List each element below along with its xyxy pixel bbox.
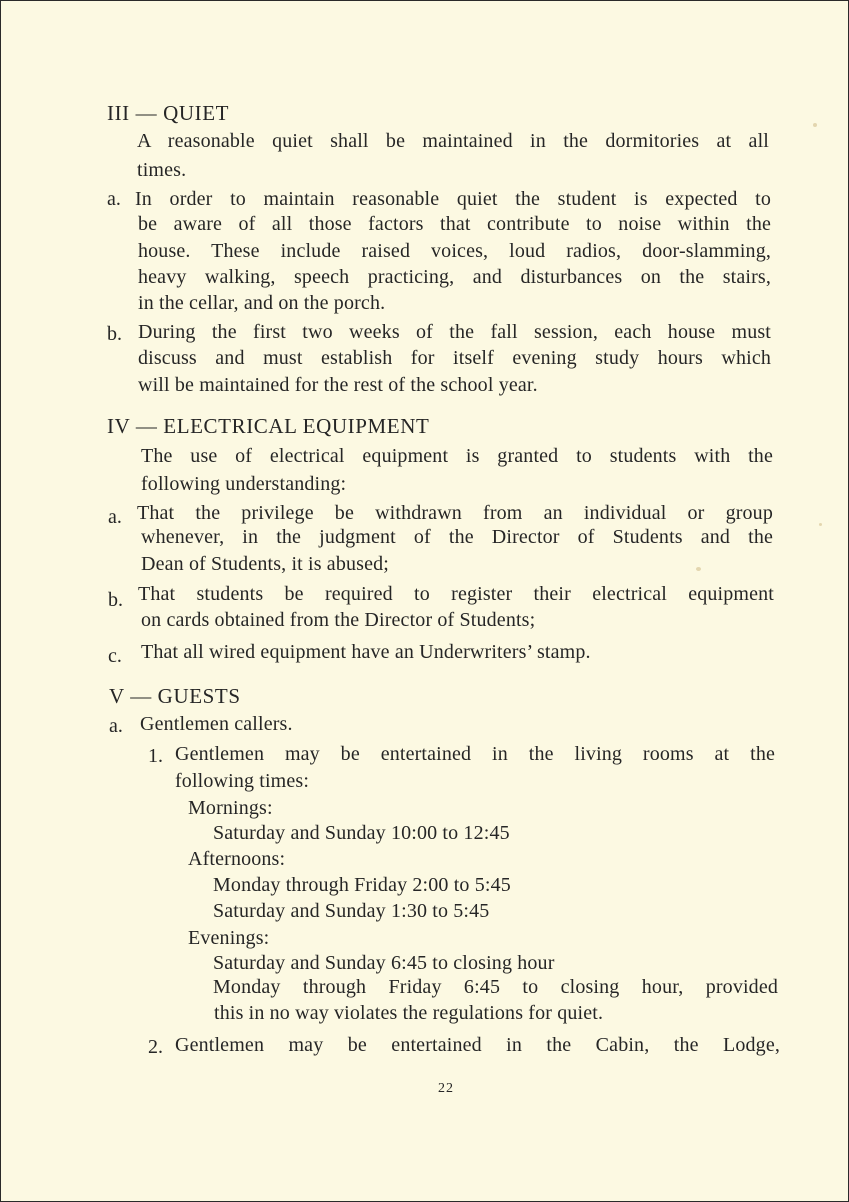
schedule-line: Monday through Friday 6:45 to closing hour, provided bbox=[213, 976, 778, 998]
item-label: a. bbox=[109, 715, 123, 737]
section-heading-guests: V — GUESTS bbox=[109, 684, 241, 708]
body-line: will be maintained for the rest of the school year. bbox=[138, 374, 538, 396]
schedule-line: this in no way violates the regulations for quiet. bbox=[214, 1002, 604, 1024]
schedule-line: Saturday and Sunday 10:00 to 12:45 bbox=[213, 822, 510, 844]
body-line: times. bbox=[137, 159, 187, 181]
schedule-line: Monday through Friday 2:00 to 5:45 bbox=[213, 874, 511, 896]
section-heading-electrical: IV — ELECTRICAL EQUIPMENT bbox=[107, 414, 430, 438]
body-line: following understanding: bbox=[141, 473, 347, 495]
schedule-line: Saturday and Sunday 1:30 to 5:45 bbox=[213, 900, 490, 922]
schedule-label-mornings: Mornings: bbox=[188, 797, 273, 819]
body-line: following times: bbox=[175, 770, 310, 792]
body-line: That the privilege be withdrawn from an individual or group bbox=[137, 502, 773, 524]
body-line: on cards obtained from the Director of Students; bbox=[141, 609, 536, 631]
item-label: 1. bbox=[148, 745, 163, 767]
schedule-label-afternoons: Afternoons: bbox=[188, 848, 286, 870]
section-heading-quiet: III — QUIET bbox=[107, 101, 230, 125]
paper-speck bbox=[813, 123, 817, 127]
item-label: a. bbox=[108, 506, 122, 528]
body-line: During the first two weeks of the fall session, each house must bbox=[138, 321, 771, 343]
item-label: b. bbox=[107, 323, 122, 345]
paper-speck bbox=[696, 567, 701, 571]
schedule-label-evenings: Evenings: bbox=[188, 927, 270, 949]
body-line: That students be required to register their electrical equipment bbox=[138, 583, 774, 605]
paper-speck bbox=[819, 523, 822, 526]
item-label: b. bbox=[108, 589, 123, 611]
body-line: heavy walking, speech practicing, and disturbances on the stairs, bbox=[138, 266, 771, 288]
body-line: whenever, in the judgment of the Director of Students and the bbox=[141, 526, 773, 548]
body-line: house. These include raised voices, loud radios, door-slamming, bbox=[138, 240, 771, 262]
body-line: in the cellar, and on the porch. bbox=[138, 292, 386, 314]
body-line: Dean of Students, it is abused; bbox=[141, 553, 389, 575]
body-line: That all wired equipment have an Underwriters’ stamp. bbox=[141, 641, 591, 663]
body-line: In order to maintain reasonable quiet the student is expected to bbox=[135, 188, 771, 210]
page-number: 22 bbox=[438, 1081, 454, 1096]
body-line: Gentlemen may be entertained in the living rooms at the bbox=[175, 743, 775, 765]
schedule-line: Saturday and Sunday 6:45 to closing hour bbox=[213, 952, 555, 974]
item-label: 2. bbox=[148, 1036, 163, 1058]
item-label: c. bbox=[108, 645, 122, 667]
body-line: Gentlemen may be entertained in the Cabin, the Lodge, bbox=[175, 1034, 780, 1056]
body-line: The use of electrical equipment is granted to students with the bbox=[141, 445, 773, 467]
body-line: A reasonable quiet shall be maintained in the dormitories at all bbox=[137, 130, 769, 152]
item-label: a. bbox=[107, 188, 121, 210]
body-line: discuss and must establish for itself evening study hours which bbox=[138, 347, 771, 369]
body-line: be aware of all those factors that contribute to noise within the bbox=[138, 213, 771, 235]
subheading-gentlemen-callers: Gentlemen callers. bbox=[140, 713, 293, 735]
